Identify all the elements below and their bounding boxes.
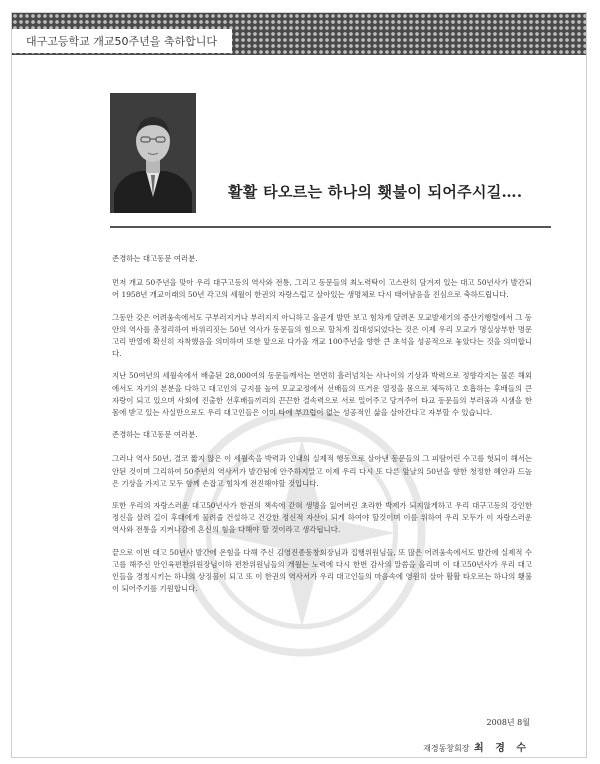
signature	[112, 739, 530, 754]
paragraph: 그러나 역사 50년, 결코 짧지 않은 이 세월속을 박력과 인내의 실제적 행동으로 살아낸 동문들의 그 피땀어린 수고를 헛되이 해서는 안된 것이며 그리하여 50주년의 역사서가 발간됨에 안주하지말고 이제 우리 다시 또 다른 앞날의 50년을 향한 청정한 혜안과 드높은 기상을 가지고 모두 함께 손잡고 힘차게 전진해야할 것입니다.	[112, 454, 532, 488]
signature-title: 재경동창회장	[423, 744, 470, 753]
letter-body	[112, 253, 532, 605]
person-portrait-icon	[110, 93, 196, 213]
headline: 활활 타오르는 하나의 횃불이 되어주시길….	[228, 183, 523, 201]
letter-date: 2008년 8월	[486, 718, 530, 727]
paragraph-greeting: 존경하는 대고동문 여러분.	[112, 254, 198, 263]
paragraph-greeting: 존경하는 대고동문 여러분.	[112, 430, 198, 440]
paragraph: 먼저 개교 50주년을 맞아 우리 대구고등의 역사와 전통, 그리고 동문들의 최노력탁이 고스란히 담겨져 있는 대고 50년사가 발간되어 1958년 개교이래의 50년 각고의 세월이 한권의 자랑스럽고 살아있는 생명체로 다시 태어남음을 진심으로 축하드립니다.	[112, 278, 532, 300]
portrait-photo	[110, 93, 196, 213]
paragraph: 그동안 갖은 어려움속에서도 구부러지거나 부러지지 아니하고 올곧게 발만 보고 힘차게 달려온 모교발세기의 증산기행렬에서 그 동안의 역사를 총정리하여 바위리짓는 50년 역사가 동문들의 힘으로 할처게 집대성되었다는 것은 이제 우리 모교가 명실상부한 명문고리 반열에 확신히 자착했음을 의미하며 또한 앞으로 다가올 개교 100주년을 향한 큰 초석을 성공적으로 놓았다는 것을 의미합니다.	[112, 312, 532, 359]
paragraph: 또한 우리의 자랑스러운 대고50년사가 한권의 책속에 갇혀 생명을 잃어버린 초라한 박제가 되지않게하고 우리 대구고등의 강인한 정신을 살려 길이 후대에게 물려줄 건설하고 건강한 정신적 자산이 되게 하여야 할것이며 이를 위하여 우리 모두가 이 자랑스러운 역사와 전통을 지켜나감에 혼신의 힘을 다해야 할 것이라고 생각됩니다.	[112, 501, 532, 535]
paragraph: 지난 50여년의 세월속에서 배출된 28,000여의 동문들께서는 면면히 흘러넘치는 사나이의 기상과 박력으로 정향각지는 물론 해외에서도 자기의 본분을 다하고 대고인의 긍지를 높여 모교교정에서 선배들의 뜨거운 열정을 몸으로 체득하고 호흡하는 후배들의 큰 자랑이 되고 있으며 사회에 진출한 선후배들끼리의 끈끈한 결속력으로 서로 밀어주고 당겨주어 타교 동문들의 부러움과 시샘을 한몸에 받고 있는 사실만으로도 우리 대고인들은 이미 타에 부끄럽이 없는 성공적인 삶을 살아간다고 자부할 수 있습니다.	[112, 371, 532, 418]
header-title: 대구고등학교 개교50주년을 축하합니다	[12, 29, 232, 53]
paragraph: 끝으로 이번 대고 50년사 발간에 온힘을 다해 주신 김영진종동창회장님과 집행위원님들, 또 많은 어려움속에서도 발간에 실제적 수고를 해주신 안인육편찬위원장님이하 편찬위원님들의 개월는 노력에 다시 한번 감사의 말씀을 올리며 이 대고50년사가 우리 대고인들을 경칭시키는 하나의 상징물이 되고 또 이 한권의 역사서가 우리 대고인들의 마음속에 영원히 살아 활활 타오르는 하나의 횃불이 되어주기를 기원합니다.	[112, 547, 532, 594]
document-page	[11, 12, 587, 758]
signature-name: 최 경 수	[474, 743, 530, 754]
divider-rule	[110, 226, 551, 228]
